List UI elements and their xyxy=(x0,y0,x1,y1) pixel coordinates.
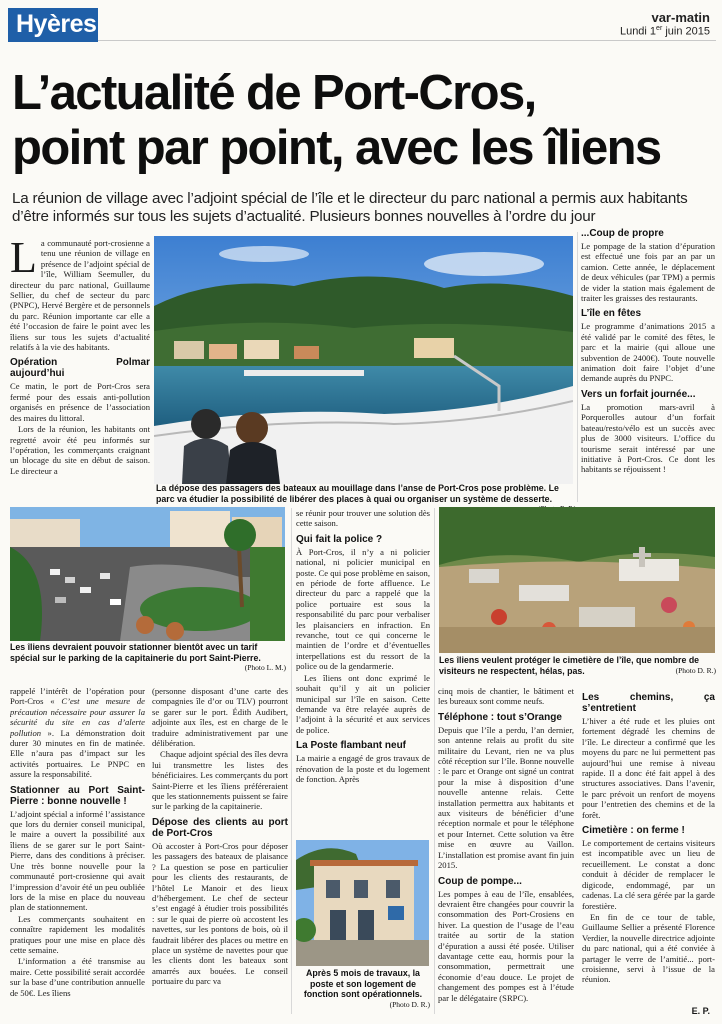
column-bottom-2 xyxy=(152,686,288,1016)
stationner-p2: Les commerçants souhaitent en connaître rapidement les modalités pratiques pour une mise en place dès cette semaine. xyxy=(10,913,145,955)
police-heading: Qui fait la police ? xyxy=(296,533,383,545)
cemetery-photo-credit: (Photo D. R.) xyxy=(675,665,716,675)
telephone-heading: Téléphone : tout s’Orange xyxy=(438,711,562,723)
poste-p1: La mairie a engagé de gros travaux de rénovation de la poste et du logement de fonction. Après xyxy=(296,753,430,784)
depose-heading: Dépose des clients au port de Port-Cros xyxy=(152,816,288,839)
newspaper-name: var-matin xyxy=(651,10,710,25)
column-divider xyxy=(291,508,292,1014)
parking-caption-text: Les îliens devraient pouvoir stationner bientôt avec un tarif spécial sur le parking de la capitainerie du port Saint-Pierre. xyxy=(10,642,261,663)
parking-photo xyxy=(10,507,285,641)
cemetery-caption-text: Les îliens veulent protéger le cimetière de l’île, que nombre de visiteurs ne respectent, hélas, pas. xyxy=(439,655,700,676)
stationner-p3: L’information a été transmise au maire. Cette possibilité serait accordée sur la base d’une contribution annuelle de 50€. Les îliens xyxy=(10,956,145,998)
headline xyxy=(12,66,712,176)
propre-p1: Le pompage de la station d’épuration est effectué une fois par an par un camion. Cette année, le déplacement de deux véhicules (par TPM) a permis de vider la station mais également de traiter les graisses des restaurants. xyxy=(581,241,715,304)
column-intro xyxy=(10,238,150,500)
cimetiere-heading: Cimetière : on ferme ! xyxy=(582,825,685,837)
col2-p2: Chaque adjoint spécial des îles devra lui transmettre les listes des bénéficiaires. Les commerçants du port Saint-Pierre et les îliens préféreraient que les stationnements puissent se faire sur le parking de la capitainerie. xyxy=(152,749,288,812)
header-rule xyxy=(98,40,716,41)
column-right-top xyxy=(581,228,715,503)
polmar-p3-end: ». La démonstration doit durer 30 minutes en fin de matinée. Elle n’aura pas d’impact sur les activités portuaires. Le PNPC en assure la responsabilité. xyxy=(10,727,145,780)
issue-date: Lundi 1er juin 2015 xyxy=(619,25,710,38)
boat-photo xyxy=(154,236,573,484)
polmar-p3-start: rappelé l’intérêt de l’opération pour Port-Cros « xyxy=(10,686,145,707)
cemetery-photo-caption xyxy=(439,655,716,676)
col2-p1: (personne disposant d’une carte des compagnies île d’or ou TLV) pourront se garer sur le port. Édith Audibert, adjointe aux îles, est en charge de le traduire administrativement par une délibération. xyxy=(152,686,288,749)
polmar-heading: Opération Polmar aujourd’hui xyxy=(10,357,150,380)
post-photo-credit: (Photo D. R.) xyxy=(389,999,430,1009)
forfait-p1: La promotion mars-avril à Porquerolles autour d’un forfait bateau/resto/vélo est un succès avec plus de 3000 visiteurs. L’office du tourisme serait intéressé par une initiative à Port-Cros. Ce dont les habitants se réjouissent ! xyxy=(581,401,715,475)
dropcap: L xyxy=(10,238,37,282)
col4-p1: cinq mois de chantier, le bâtiment et les bureaux sont comme neufs. xyxy=(438,686,574,707)
stationner-heading: Stationner au Port Saint-Pierre : bonne nouvelle ! xyxy=(10,784,145,807)
cimetiere-p2: En fin de ce tour de table, Guillaume Sellier a présenté Florence Verdier, la nouvelle directrice adjointe du parc national, qui a été conviée à partager le verre de l’amitié... port-croisienne, servi à l’issue de la réunion. xyxy=(582,911,715,985)
column-bottom-1 xyxy=(10,686,145,1016)
police-p2: Les îliens ont donc exprimé le souhait qu’il y ait un policier municipal sur l’île en saison. Cette demande va être relayée auprès de l’adjoint à la sécurité et aux services de police. xyxy=(296,672,430,735)
fetes-p1: Le programme d’animations 2015 a été validé par le comité des fêtes, le parc et la mairie (qui alloue une subvention de 2400€). Toute nouvelle animation doit faire l’objet d’une demande auprès du PNPC. xyxy=(581,321,715,384)
col3-p1: se réunir pour trouver une solution dès cette saison. xyxy=(296,508,430,529)
pompe-heading: Coup de pompe... xyxy=(438,875,522,887)
poste-heading: La Poste flambant neuf xyxy=(296,740,407,752)
polmar-p2: Lors de la réunion, les habitants ont regretté avoir été peu informés sur l’opération, les commerçants craignant un blocage du site en début de saison. Le directeur a xyxy=(10,424,150,476)
rubric-label: Hyères xyxy=(16,10,97,38)
intro-text: a communauté port-crosienne a tenu une réunion de village en présence de l’adjoint spécial de l’île, William Seemuller, du directeur du parc national, Guillaume Sellier, du chef de secteur du parc (PNPC), Hervé Bergère et de personnels du parc. Réunion importante car elle a été l’occasion de faire le point avec les îliens sur tous les sujets d’actualité relatifs à la vie des habitants. xyxy=(10,238,150,353)
stationner-p1: L’adjoint spécial a informé l’assistance que lors du dernier conseil municipal, le maire a ouvert la possibilité aux îliens de se garer sur le port Saint-Pierre, dans des conditions à préciser. Une très bonne nouvelle pour la communauté port-crosienne qui avait l’impression d’avoir été un peu oubliée lors de la mise en place du nouveau plan de stationnement. xyxy=(10,808,145,913)
post-office-caption xyxy=(296,968,430,1010)
post-caption-text: Après 5 mois de travaux, la poste et son logement de fonction sont opérationnels. xyxy=(303,968,423,999)
forfait-heading: Vers un forfait journée... xyxy=(581,388,696,400)
cimetiere-p1: Le comportement de certains visiteurs est incompatible avec un lieu de recueillement. Le constat a donc conduit à décider de remplacer le digicode, endommagé, par un cadenas. La clé sera gérée par la garde forestière. xyxy=(582,838,715,911)
column-bottom-5 xyxy=(582,686,715,1002)
headline-line-1: L’actualité de Port-Cros, xyxy=(12,66,536,120)
column-bottom-4 xyxy=(438,686,574,1016)
pompe-p1: Les pompes à eau de l’île, ensablées, devraient être changées pour couvrir la consommation des Port-Crosiens en hiver. La question de l’usage de l’eau traitée au sortir de la station d’épuration a aussi été posée. Utiliser davantage cette eau, hormis pour la consommation, permettrait une économie d’eau douce. Le projet de changement des pompes est à l’étude par le délégataire (SRPC). xyxy=(438,888,574,1003)
chemins-heading: Les chemins, ça s’entretient xyxy=(582,692,715,714)
cemetery-photo xyxy=(439,507,715,653)
author-signature: E. P. xyxy=(691,1006,710,1016)
post-office-photo xyxy=(296,840,429,966)
parking-photo-caption xyxy=(10,642,286,674)
polmar-p3-quote: C’est une mesure de précaution nécessaire pour assurer la sécurité du site en cas d’alerte pollution xyxy=(10,696,145,738)
boat-caption-text: La dépose des passagers des bateaux au mouillage dans l’anse de Port-Cros pose problème. Le parc va étudier la possibilité de libérer des places à quai ou organiser un système de desserte. xyxy=(156,483,559,504)
column-divider xyxy=(577,232,578,502)
column-middle xyxy=(296,508,430,841)
column-divider xyxy=(434,508,435,1014)
chemins-p1: L’hiver a été rude et les pluies ont fortement dégradé les chemins de l’île. Le directeur a confirmé que les moyens du parc ne lui permettent pas aujourd’hui une remise à niveau rapide. Il a donc été fait appel à des structures associatives. Dans l’avenir, le parc prévoit un renfort de moyens pour l’entretien des chemins et de la forêt. xyxy=(582,716,715,820)
polmar-p1: Ce matin, le port de Port-Cros sera fermé pour des essais anti-pollution organisés en présence de l’association des maires du littoral. xyxy=(10,381,150,423)
parking-photo-credit: (Photo L. M.) xyxy=(244,663,286,672)
police-p1: À Port-Cros, il n’y a ni policier national, ni policier municipal en poste. Ce qui pose problème en saison, en période de forte affluence. Le directeur du parc a rappelé que la police portuaire est sous la responsabilité du parc pour verbaliser les plaisanciers en infraction. En revanche, tout ce qui concerne le maintien de l’ordre et d’éventuelles interpellations est du ressort de la police ou de la gendarmerie. xyxy=(296,546,430,672)
telephone-p1: Depuis que l’île a perdu, l’an dernier, son antenne relais au profit du site militaire du Levant, rien ne va plus côté réception sur l’île. Bonne nouvelle : le parc et Orange ont signé un contrat pour la mise à disposition d’une nouvelle antenne relais. Cette installation permettra aux habitants et aux visiteurs de bénéficier d’une réception normale et pour le téléphone et pour Internet. Cette solution va être mise en œuvre au Vaillon. L’installation est promise avant fin juin 2015. xyxy=(438,724,574,871)
fetes-heading: L’île en fêtes xyxy=(581,308,642,320)
propre-heading: ...Coup de propre xyxy=(581,228,664,239)
headline-line-2: point par point, avec les îliens xyxy=(12,121,661,175)
depose-p1: Où accoster à Port-Cros pour déposer les passagers des bateaux de plaisance ? La question se pose en particulier pour les clients des restaurants, de l’hôtel Le Manoir et des lieux d’hébergement. Le chef de secteur s’est engagé à étudier trois possibilités : sur le quai de pierre où accostent les navettes, sur les pontons de bois, où il faudrait libérer des places ou mettre en place un système de navettes pour que les clients dont les bateaux sont amarrés aux bouées. Le conseil portuaire du parc va xyxy=(152,840,288,987)
standfirst: La réunion de village avec l’adjoint spécial de l’île et le directeur du parc national a permis aux habitants d’être informés sur tous les sujets d’actualité. Plusieurs bonnes nouvelles à l’ordre du jour xyxy=(12,190,688,225)
